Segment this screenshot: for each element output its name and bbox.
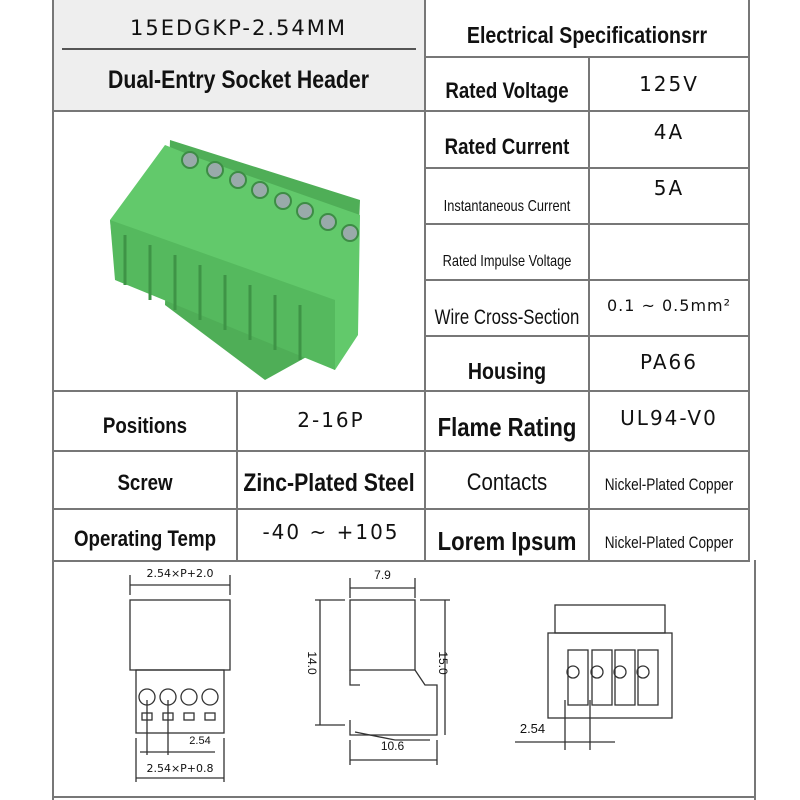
model-number: 15EDGKP-2.54MM xyxy=(130,16,347,40)
spec-value: Nickel-Plated Copper xyxy=(604,533,734,552)
spec-value: 2-16P xyxy=(297,408,365,432)
spec-label: Flame Rating xyxy=(437,411,577,442)
dim-side-bottom: 10.6 xyxy=(380,739,405,753)
product-name: Dual-Entry Socket Header xyxy=(107,65,369,94)
spec-label: Positions xyxy=(102,413,188,438)
spec-value xyxy=(590,224,748,280)
front-view xyxy=(130,575,230,782)
dim-back-pitch: 2.54 xyxy=(519,720,546,736)
spec-label: Rated Impulse Voltage xyxy=(442,253,572,270)
spec-value: Zinc-Plated Steel xyxy=(243,468,415,497)
dim-front-top: 2.54×P+2.0 xyxy=(146,566,214,580)
dim-front-bottom: 2.54×P+0.8 xyxy=(146,761,214,775)
spec-label: Rated Current xyxy=(444,134,570,159)
spec-label: Operating Temp xyxy=(73,526,217,551)
dim-side-top: 7.9 xyxy=(374,568,391,582)
dim-front-pitch: 2.54 xyxy=(189,735,211,747)
dim-side-right: 15.0 xyxy=(436,651,450,675)
spec-label: Lorem Ipsum xyxy=(437,525,577,556)
dim-side-left: 14.0 xyxy=(305,651,319,675)
spec-value: 5A xyxy=(653,176,685,200)
spec-value: PA66 xyxy=(640,350,698,374)
electrical-header: Electrical Specificationsrr xyxy=(466,21,708,48)
spec-label: Rated Voltage xyxy=(445,78,569,103)
spec-label: Contacts xyxy=(466,469,548,496)
spec-label: Housing xyxy=(467,357,547,384)
spec-label: Instantaneous Current xyxy=(443,198,571,215)
spec-value: -40 ~ +105 xyxy=(262,520,400,544)
spec-label: Wire Cross-Section xyxy=(434,306,580,329)
spec-value: 0.1 ~ 0.5mm² xyxy=(606,295,732,315)
side-view xyxy=(315,578,450,765)
spec-value: Nickel-Plated Copper xyxy=(604,475,734,494)
dimension-drawings xyxy=(0,560,800,800)
spec-value: UL94-V0 xyxy=(620,406,718,430)
connector-photo xyxy=(90,120,390,380)
spec-value: 125V xyxy=(639,72,699,96)
spec-label: Screw xyxy=(117,470,173,495)
spec-value: 4A xyxy=(653,120,685,144)
